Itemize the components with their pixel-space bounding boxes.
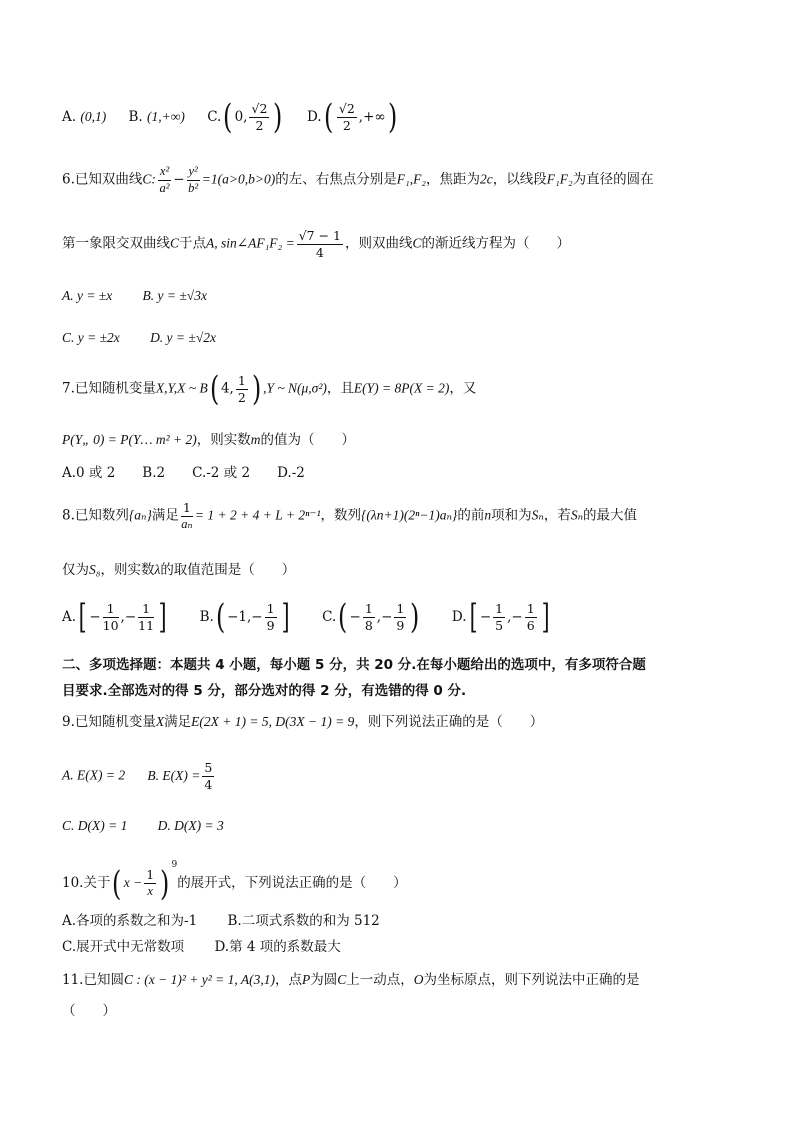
q6-options-row2 bbox=[62, 330, 216, 347]
q10-option-a: A.各项的系数之和为-1 bbox=[62, 913, 198, 929]
q8-stem-line1: 8.已知数列{aₙ}满足 $\frac{1}{\text{aₙ}}$ = 1 + 2 + 4 + L + 2ⁿ⁻¹，数列{(λn+1)(2ⁿ−1)aₙ}的前n项和为Sₙ，若Sₙ的最大值 bbox=[62, 500, 638, 531]
q11-stem-line1: 11.已知圆C : (x − 1)² + y² = 1, A(3,1)，点P为圆C上一动点，O为坐标原点，则下列说法中正确的是 bbox=[62, 972, 640, 988]
section-heading-line2: 目要求.全部选对的得 5 分，部分选对的得 2 分，有选错的得 0 分. bbox=[62, 683, 467, 699]
q6-stem-line2: 第一象限交双曲线C于点A, sin∠AF₁F₂ = $\frac{√7 - 1}{4}$ ，则双曲线C的渐近线方程为（ ） bbox=[62, 228, 571, 260]
section-heading-line1: 二、多项选择题：本题共 4 小题，每小题 5 分，共 20 分.在每小题给出的选项中，有多项符合题 bbox=[62, 657, 646, 673]
q10-option-b: B.二项式系数的和为 512 bbox=[227, 913, 380, 929]
q11-stem-line2: （ ） bbox=[62, 1003, 116, 1019]
q9-option-a: A. E(X) = 2 bbox=[62, 767, 126, 783]
q9-option-c: C. D(X) = 1 bbox=[62, 818, 128, 833]
q10-option-c: C.展开式中无常数项 bbox=[62, 939, 185, 955]
q8-option-a: A.[ − $\frac{1}{10}$ ,− $\frac{1}{11}$ ] bbox=[62, 597, 167, 637]
q6-stem-line1: 6.已知双曲线C: $\frac{\text{x²}}{\text{a²}}$ − $\frac{\text{y²}}{\text{b²}}$ =1(a>0,b>0)的左、右焦点分别是F₁,F₂，焦距为2c，以线段F₁F₂为直径的圆在 bbox=[62, 164, 654, 195]
q9-stem: 9.已知随机变量X满足E(2X + 1) = 5, D(3X − 1) = 9，则下列说法正确的是（ ） bbox=[62, 714, 544, 730]
q10-option-d: D.第 4 项的系数最大 bbox=[214, 939, 341, 955]
q10-stem: 10.关于( x − $\frac{1}{x}$ ) $^9$的展开式，下列说法正确的是（ ） bbox=[62, 860, 407, 904]
q10-options-row1 bbox=[62, 914, 380, 930]
q8-options bbox=[62, 597, 552, 637]
q6-option-b: B. y = ±√3x bbox=[142, 288, 207, 303]
q8-option-d: D.[ − $\frac{1}{5}$ ,− $\frac{1}{6}$ ] bbox=[451, 597, 550, 637]
q6-option-d: D. y = ±√2x bbox=[150, 330, 216, 345]
q9-option-b: B. E(X) = $\frac{5}{4}$ bbox=[147, 760, 213, 792]
q7-options: A.0 或 2 B.2 C.-2 或 2 D.-2 bbox=[62, 465, 305, 481]
q10-options-row2 bbox=[62, 940, 341, 956]
q5-option-b: B. (1,+∞) bbox=[128, 108, 185, 125]
q7-stem-line2: P(Y„ 0) = P(Y… m² + 2)，则实数m的值为（ ） bbox=[62, 432, 356, 448]
q5-option-c: C.( 0, $\frac{√2}{2}$ ) bbox=[207, 97, 283, 137]
q6-option-a: A. y = ±x bbox=[62, 288, 113, 303]
q6-options-row1 bbox=[62, 288, 207, 305]
q9-option-d: D. D(X) = 3 bbox=[157, 818, 224, 833]
q8-option-b: B.( −1,− $\frac{1}{9}$ ] bbox=[199, 597, 290, 637]
q6-option-c: C. y = ±2x bbox=[62, 330, 120, 345]
q5-option-a: A. (0,1) bbox=[62, 108, 107, 125]
q7-stem-line1: 7.已知随机变量X,Y,X ~ B( 4, $\frac{1}{2}$ ) ,Y ~ N(μ,σ²)，且E(Y) = 8P(X = 2)，又 bbox=[62, 369, 477, 409]
q5-options bbox=[62, 97, 399, 137]
q8-option-c: C.( − $\frac{1}{8}$ ,− $\frac{1}{9}$ ) bbox=[322, 597, 420, 637]
q5-option-d: D.( $\frac{√2}{2}$ ,+∞) bbox=[306, 97, 397, 137]
q8-stem-line2: 仅为S₈，则实数λ的取值范围是（ ） bbox=[62, 562, 296, 578]
q9-options-row1 bbox=[62, 760, 216, 792]
q9-options-row2 bbox=[62, 818, 224, 835]
